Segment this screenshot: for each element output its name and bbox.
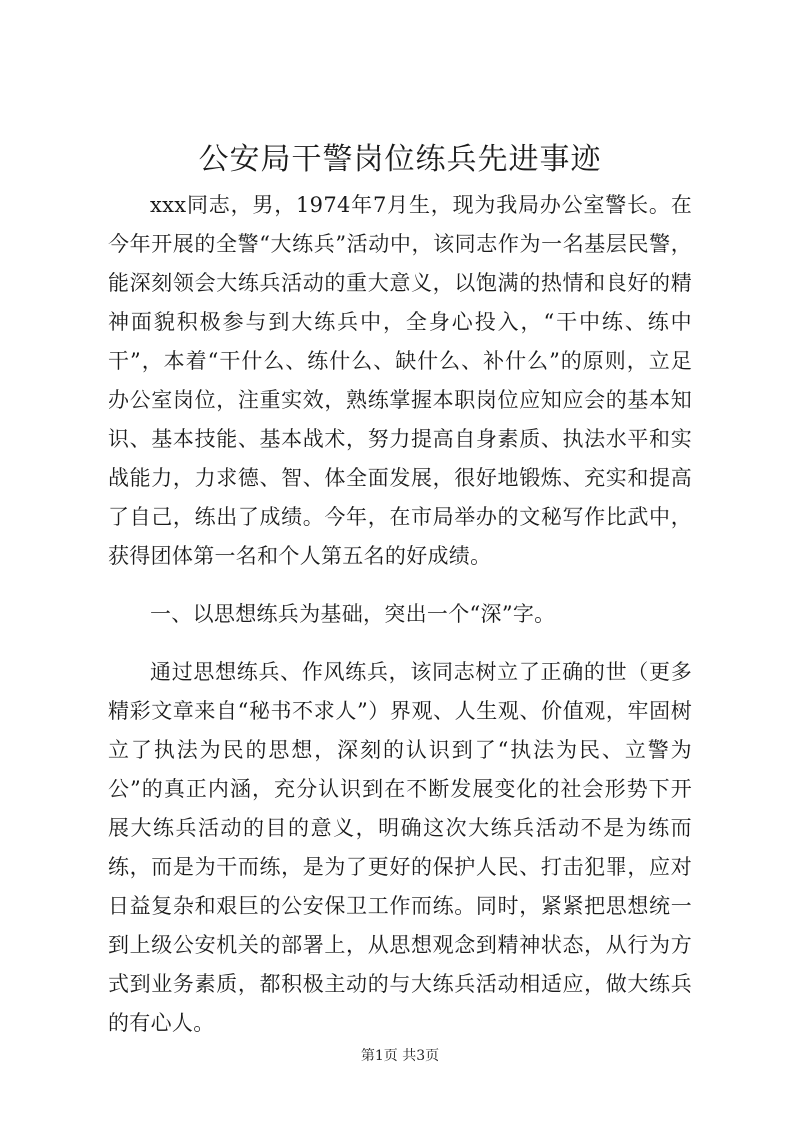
section-heading: 一、以思想练兵为基础，突出一个“深”字。 <box>150 602 556 626</box>
page-footer: 第1页 共3页 <box>360 1048 440 1064</box>
document-body <box>108 186 692 1043</box>
intro-paragraph: xxx同志，男，1974年7月生，现为我局办公室警长。在今年开展的全警“大练兵”活动中，该同志作为一名基层民警，能深刻领会大练兵活动的重大意义，以饱满的热情和良好的精神面貌积极参与到大练兵中，全身心投入，“干中练、练中干”，本着“干什么、练什么、缺什么、补什么”的原则，立足办公室岗位，注重实效，熟练掌握本职岗位应知应会的基本知识、基本技能、基本战术，努力提高自身素质、执法水平和实战能力，力求德、智、体全面发展，很好地锻炼、充实和提高了自己，练出了成绩。今年，在市局举办的文秘写作比武中，获得团体第一名和个人第五名的好成绩。 <box>108 193 692 568</box>
paragraph-spacer <box>108 634 692 653</box>
paragraph-spacer <box>108 576 692 595</box>
page-title: 公安局干警岗位练兵先进事迹 <box>198 142 602 177</box>
section-paragraph: 通过思想练兵、作风练兵，该同志树立了正确的世（更多精彩文章来自“秘书不求人”）界观、人生观、价值观，牢固树立了执法为民的思想，深刻的认识到了“执法为民、立警为公”的真正内涵，充分认识到在不断发展变化的社会形势下开展大练兵活动的目的意义，明确这次大练兵活动不是为练而练，而是为干而练，是为了更好的保护人民、打击犯罪，应对日益复杂和艰巨的公安保卫工作而练。同时，紧紧把思想统一到上级公安机关的部署上，从思想观念到精神状态，从行为方式到业务素质，都积极主动的与大练兵活动相适应，做大练兵的有心人。 <box>108 660 692 1035</box>
